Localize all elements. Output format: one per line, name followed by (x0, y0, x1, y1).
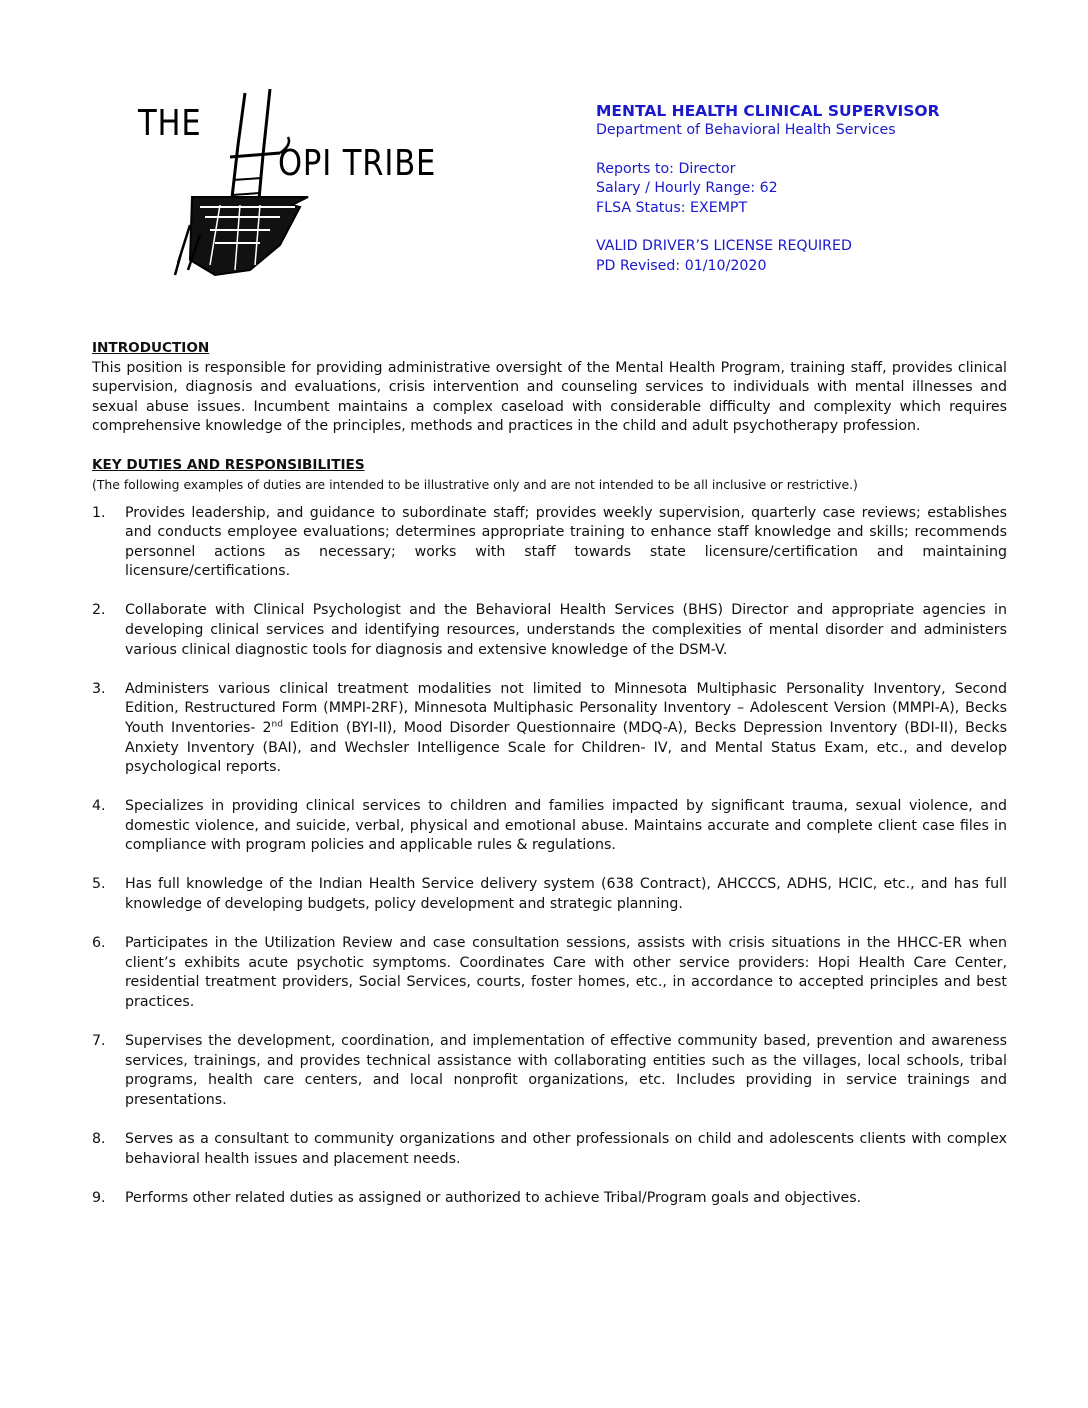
duty-item (92, 680, 1007, 778)
duty-text: Supervises the development, coordination, and implementation of effective community based, prevention and awareness services, trainings, and provides technical assistance with collaborating entities such as the villages, local schools, tribal programs, health care centers, and local nonprofit organizations, etc. Includes providing in service trainings and presentations. (125, 1033, 1007, 1108)
position-header (596, 101, 1016, 277)
duty-text: Participates in the Utilization Review and case consultation sessions, assists with crisis situations in the HHCC-ER when client’s exhibits acute psychotic symptoms. Coordinates Care with other service providers: Hopi Health Care Center, residential treatment providers, Social Services, courts, foster homes, etc., in accordance to accepted principles and best practices. (125, 935, 1007, 1010)
duty-text: Serves as a consultant to community organizations and other professionals on child and adolescents clients with complex behavioral health issues and placement needs. (125, 1130, 1007, 1167)
duty-item (92, 504, 1007, 582)
introduction-heading: INTRODUCTION (92, 340, 210, 356)
introduction-text: This position is responsible for providing administrative oversight of the Mental Health Program, training staff, provides clinical supervision, diagnosis and evaluations, crisis intervention and counseling services to individuals with mental illnesses and sexual abuse issues. Incumbent maintains a complex caseload with considerable difficulty and complexity which requires comprehensive knowledge of the principles, methods and practices in the child and adult psychotherapy profession. (92, 359, 1007, 435)
duty-text: Has full knowledge of the Indian Health Service delivery system (638 Contract), AHCCCS, ADHS, HCIC, etc., and has full knowledge of developing budgets, policy development and strategic planning. (125, 876, 1007, 913)
duty-number: 6. (92, 935, 106, 952)
duty-item (92, 934, 1007, 1012)
duty-number: 1. (92, 504, 106, 521)
duties-note: (The following examples of duties are intended to be illustrative only and are not intended to be all inclusive or restrictive.) (92, 476, 858, 492)
duty-text: Specializes in providing clinical services to children and families impacted by significant trauma, sexual violence, and domestic violence, and suicide, verbal, physical and emotional abuse. Maintains accurate and complete client case files in compliance with program policies and applicable rules & regulations. (125, 798, 1007, 854)
duty-number: 9. (92, 1189, 106, 1206)
duty-text-part: Edition (BYI-II), Mood Disorder Questionnaire (MDQ-A), Becks Depression Inventory (BDI-II), Becks Anxiety Inventory (BAI), and Wechsler Intelligence Scale for Children- IV, and Mental Status Exam, etc., and develop psychological reports. (125, 719, 1007, 776)
position-title: MENTAL HEALTH CLINICAL SUPERVISOR (596, 102, 940, 120)
department-name: Department of Behavioral Health Services (596, 122, 896, 138)
logo-word-the: THE (138, 103, 202, 144)
flsa-status: FLSA Status: EXEMPT (596, 199, 748, 216)
salary-range: Salary / Hourly Range: 62 (596, 180, 778, 197)
ordinal-suffix: nd (271, 719, 283, 730)
hopi-tribe-logo (130, 85, 475, 285)
duty-item (92, 601, 1007, 660)
duty-number: 7. (92, 1033, 106, 1050)
duties-list (92, 504, 1007, 1209)
section-spacer (92, 437, 1007, 456)
duty-number: 5. (92, 876, 106, 893)
duty-item (92, 1032, 1007, 1110)
duty-text-part: Administers various clinical treatment modalities not limited to Minnesota Multiphasic Personality Inventory, Second Edition, Restructured Form (MMPI-2RF), Minnesota Multiphasic Personality Inventory – Adolescent Version (MMPI-A), Becks Youth Inventories- 2 (125, 680, 1007, 736)
duty-number: 8. (92, 1130, 106, 1147)
duty-text: Performs other related duties as assigned or authorized to achieve Tribal/Program goals and objectives. (125, 1189, 862, 1206)
duty-item (92, 875, 1007, 914)
document-body (92, 339, 1007, 1228)
duty-number: 4. (92, 798, 106, 815)
duties-heading: KEY DUTIES AND RESPONSIBILITIES (92, 456, 365, 473)
license-requirement: VALID DRIVER’S LICENSE REQUIRED (596, 238, 852, 255)
duty-number: 2. (92, 602, 106, 619)
reports-to: Reports to: Director (596, 160, 736, 177)
header-gap-2 (596, 218, 1016, 237)
duty-item (92, 1130, 1007, 1169)
duty-text: Collaborate with Clinical Psychologist and the Behavioral Health Services (BHS) Director and appropriate agencies in developing clinical services and identifying resources, understands the complexities of mental disorder and administers various clinical diagnostic tools for diagnosis and extensive knowledge of the DSM-V. (125, 602, 1007, 658)
pd-revised-date: PD Revised: 01/10/2020 (596, 257, 767, 274)
duty-number: 3. (92, 680, 106, 697)
duty-item (92, 797, 1007, 856)
duty-item (92, 1189, 1007, 1209)
duty-text: Provides leadership, and guidance to subordinate staff; provides weekly supervision, quarterly case reviews; establishes and conducts employee evaluations; determines appropriate training to enhance staff knowledge and skills; recommends personnel actions as necessary; works with staff towards state licensure/certification and maintaining licensure/certifications. (125, 504, 1007, 580)
header-gap (596, 141, 1016, 160)
logo-word-opi-tribe: OPI TRIBE (278, 143, 437, 184)
